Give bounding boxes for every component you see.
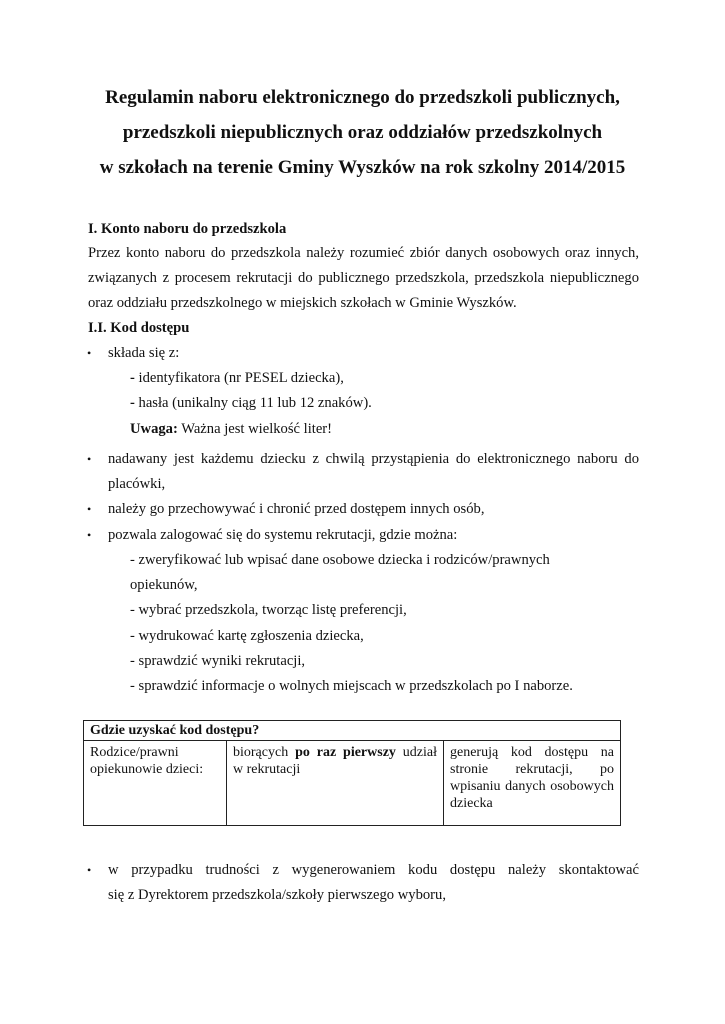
list-item-continuation: placówki,	[108, 476, 166, 492]
cell-text: udział w rekrutacji	[233, 745, 437, 777]
bullet-icon: •	[87, 502, 92, 516]
dash-marker: -	[130, 370, 135, 386]
table-row	[84, 741, 621, 826]
list-item-continuation: się z Dyrektorem przedszkola/szkoły pierwszego wyboru,	[108, 887, 446, 903]
bullet-icon: •	[87, 452, 92, 466]
sub-list-item: - wybrać przedszkola, tworząc listę preferencji,	[130, 602, 407, 618]
list-item: nadawany jest każdemu dziecku z chwilą przystąpienia do elektronicznego naboru do	[108, 451, 639, 467]
list-item: należy go przechowywać i chronić przed dostępem innych osób,	[108, 501, 485, 517]
section1-paragraph-line: Przez konto naboru do przedszkola należy rozumieć zbiór danych osobowych oraz innych,	[88, 245, 639, 261]
uwaga-note	[130, 420, 332, 438]
cell-text-bold: po raz pierwszy	[295, 745, 396, 760]
bullet-icon: •	[87, 863, 92, 877]
sub-list-item-text: hasła (unikalny ciąg 11 lub 12 znaków).	[134, 395, 372, 411]
sub-list-item	[130, 394, 372, 412]
bullet-icon: •	[87, 528, 92, 542]
title-line-1: Regulamin naboru elektronicznego do przedszkoli publicznych,	[105, 87, 620, 108]
list-item: składa się z:	[108, 345, 180, 361]
table-header-row	[84, 721, 621, 741]
title-line-2: przedszkoli niepublicznych oraz oddziałów przedszkolnych	[122, 122, 603, 143]
table-cell-condition	[227, 741, 444, 826]
section-heading-konto: I. Konto naboru do przedszkola	[88, 221, 287, 237]
access-code-table	[83, 720, 621, 826]
title-line-3: w szkołach na terenie Gminy Wyszków na rok szkolny 2014/2015	[99, 157, 626, 178]
list-item: w przypadku trudności z wygenerowaniem kodu dostępu należy skontaktować	[108, 862, 639, 878]
sub-list-item	[130, 369, 344, 387]
cell-text: biorących	[233, 745, 296, 760]
uwaga-label: Uwaga:	[130, 421, 178, 437]
sub-list-item: - sprawdzić informacje o wolnych miejscach w przedszkolach po I naborze.	[130, 678, 573, 694]
table-header-cell: Gdzie uzyskać kod dostępu?	[84, 721, 621, 741]
sub-list-item: - zweryfikować lub wpisać dane osobowe dziecka i rodziców/prawnych	[130, 552, 550, 568]
bullet-icon: •	[87, 346, 92, 360]
section1-paragraph-line: oraz oddziału przedszkolnego w miejskich szkołach w Gminie Wyszków.	[88, 295, 517, 311]
table-cell-action: generują kod dostępu na stronie rekrutacji, po wpisaniu danych osobowych dziecka	[444, 741, 621, 826]
sub-list-item: - wydrukować kartę zgłoszenia dziecka,	[130, 628, 364, 644]
section-heading-kod: I.I. Kod dostępu	[88, 320, 190, 336]
dash-marker: -	[130, 395, 135, 411]
uwaga-text: Ważna jest wielkość liter!	[177, 421, 333, 437]
section1-paragraph-line: związanych z procesem rekrutacji do publicznego przedszkola, przedszkola niepublicznego	[88, 270, 639, 286]
sub-list-item-text: identyfikatora (nr PESEL dziecka),	[134, 370, 344, 386]
list-item: pozwala zalogować się do systemu rekrutacji, gdzie można:	[108, 527, 458, 543]
table-cell-who: Rodzice/prawni opiekunowie dzieci:	[84, 741, 227, 826]
sub-list-item-continuation: opiekunów,	[130, 577, 198, 593]
sub-list-item: - sprawdzić wyniki rekrutacji,	[130, 653, 306, 669]
